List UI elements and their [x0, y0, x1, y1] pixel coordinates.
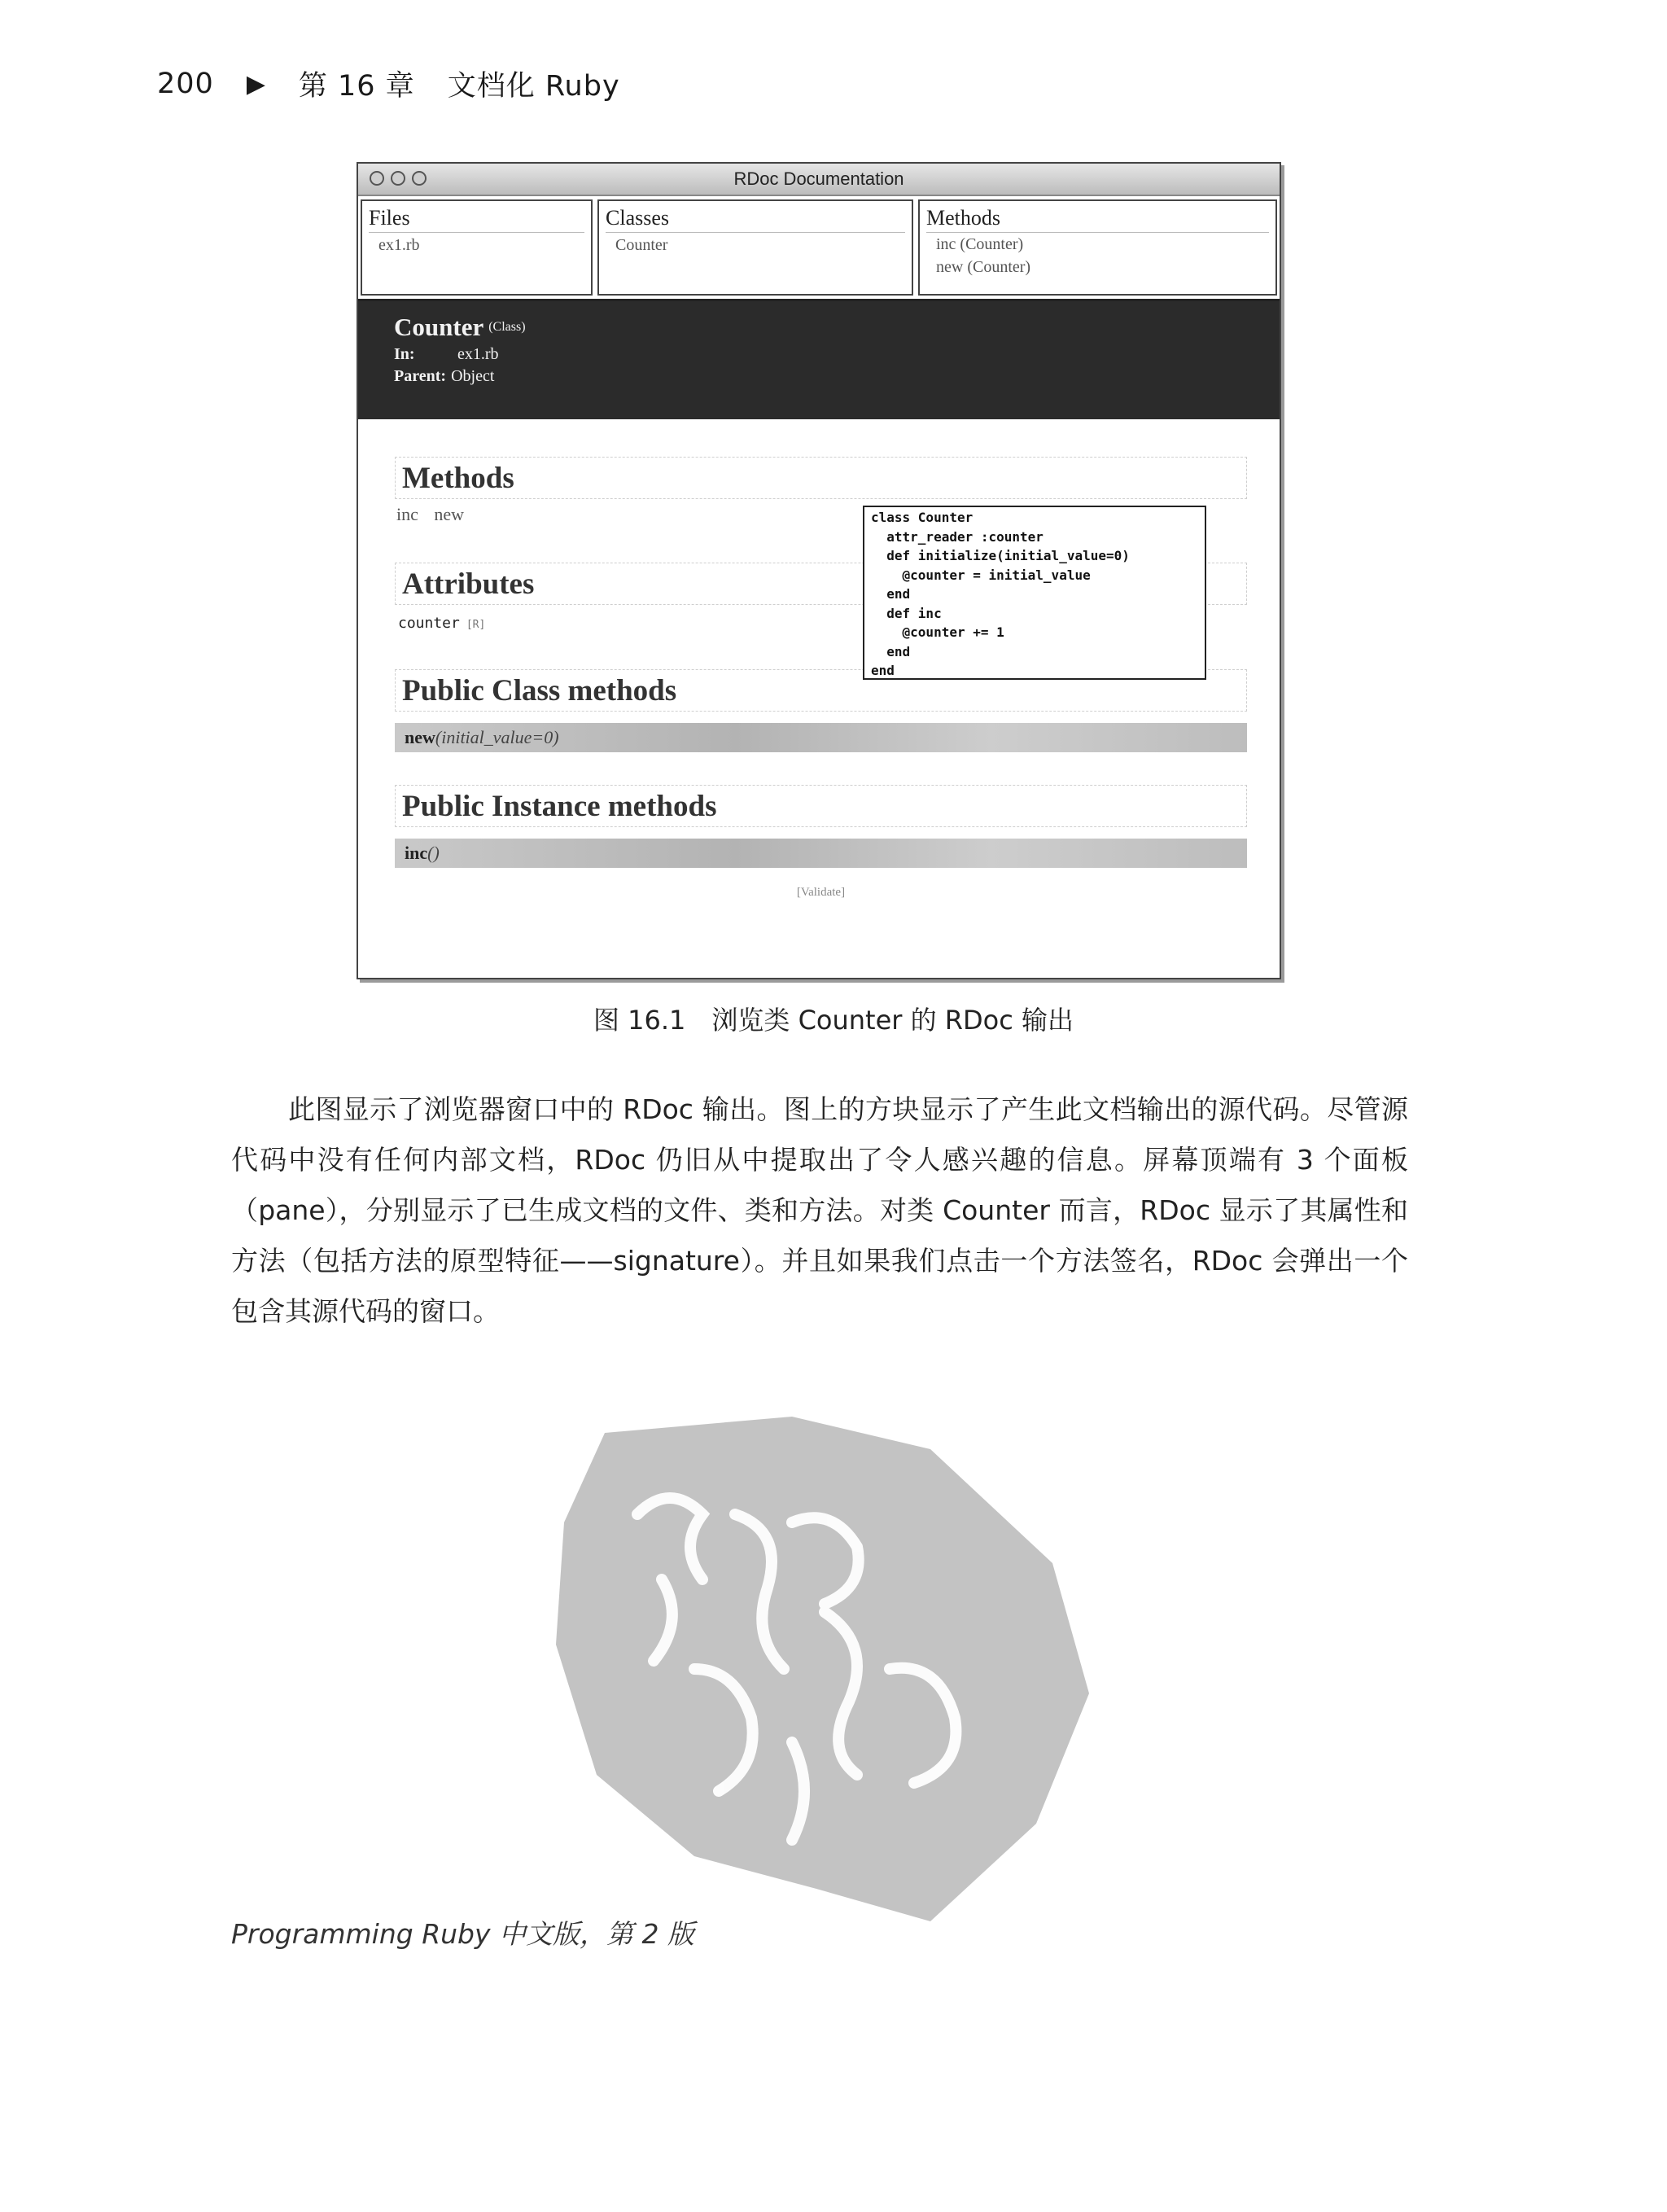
in-label: In:: [394, 345, 415, 363]
method-args-inc: (): [427, 843, 440, 863]
class-type: (Class): [488, 319, 526, 334]
class-link-counter[interactable]: Counter: [615, 236, 668, 254]
classes-frame-heading: Classes: [606, 206, 905, 233]
files-frame-heading: Files: [369, 206, 584, 233]
paragraph-text: 此图显示了浏览器窗口中的 RDoc 输出。图上的方块显示了产生此文档输出的源代码。尽管源代码中没有任何内部文档，RDoc 仍旧从中提取出了令人感兴趣的信息。屏幕顶端有 3 个面板（pane），分别显示了已生成文档的文件、类和方法。对类 Counter 而言，RDoc 显示了其属性和方法（包括方法的原型特征——signature）。并且如果我们点击一个方法签名，RDoc 会弹出一个包含其源代码的窗口。: [231, 1093, 1408, 1327]
rdoc-browser-window: [357, 162, 1281, 979]
method-name-new: new: [405, 727, 435, 747]
arrow-icon: ▶: [246, 69, 266, 99]
attributes-heading: Attributes: [395, 563, 1247, 605]
files-frame: [361, 199, 593, 296]
methods-heading: Methods: [395, 457, 1247, 499]
page-header: [157, 64, 620, 104]
class-parent-row: [394, 367, 1280, 386]
classes-frame: [597, 199, 913, 296]
method-signature-new[interactable]: [395, 723, 1247, 752]
method-list[interactable]: inc new: [396, 504, 465, 524]
window-title: RDoc Documentation: [733, 169, 904, 189]
body-paragraph: [231, 1084, 1408, 1337]
file-link-ex1[interactable]: ex1.rb: [378, 236, 420, 254]
methods-frame-heading: Methods: [926, 206, 1269, 233]
attribute-mode: [R]: [466, 619, 486, 631]
class-in-row: [394, 345, 1280, 364]
chapter-title: 文档化 Ruby: [447, 70, 620, 103]
source-code-popup: class Counter attr_reader :counter def initialize(initial_value=0) @counter = initial_value end def inc @counter += 1 end end: [863, 506, 1206, 680]
parent-label: Parent:: [394, 367, 447, 385]
figure-caption: 图 16.1 浏览类 Counter 的 RDoc 输出: [593, 1005, 1074, 1036]
page-number: 200: [157, 68, 214, 100]
class-name: Counter: [394, 313, 484, 341]
validate-link[interactable]: [Validate]: [796, 886, 846, 899]
method-name-inc: inc: [405, 843, 428, 863]
in-file-link[interactable]: ex1.rb: [457, 345, 499, 363]
public-class-methods-heading: Public Class methods: [395, 669, 1247, 712]
method-link-inc[interactable]: inc (Counter): [936, 235, 1024, 253]
frame-panels: [358, 196, 1280, 301]
class-header: [358, 301, 1280, 419]
method-args-new: (initial_value=0): [435, 727, 559, 747]
parent-value: Object: [451, 367, 495, 385]
watermark-seal: [548, 1400, 1101, 1929]
page-footer: Programming Ruby 中文版，第 2 版: [231, 1918, 694, 1950]
method-link-new[interactable]: new (Counter): [936, 258, 1031, 276]
methods-frame: [918, 199, 1277, 296]
method-signature-inc[interactable]: [395, 839, 1247, 868]
chapter-number: 第 16 章: [298, 70, 415, 103]
window-titlebar: [358, 164, 1280, 196]
attribute-name: counter: [398, 615, 460, 632]
public-instance-methods-heading: Public Instance methods: [395, 785, 1247, 827]
